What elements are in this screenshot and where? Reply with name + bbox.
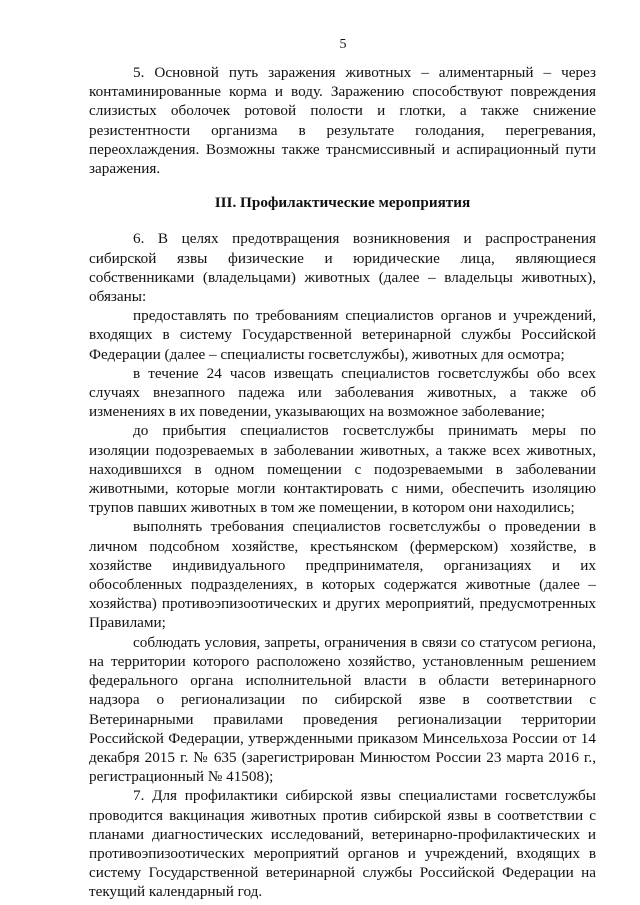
document-body [89,63,596,902]
duty-item: соблюдать условия, запреты, ограничения в связи со статусом региона, на территории которого расположено хозяйство, установленным решением федерального органа исполнительной власти в области ветеринарного надзора о регионализации по сибирской язве в соответствии с Ветеринарными правилами проведения регионализации территории Российской Федерации, утвержденными приказом Минсельхоза России от 14 декабря 2015 г. № 635 (зарегистрирован Минюстом России 23 марта 2016 г., регистрационный № 41508); [89,633,596,786]
duty-item: предоставлять по требованиям специалистов органов и учреждений, входящих в систему Государственной ветеринарной службы Российской Федерации (далее – специалисты госветслужбы), животных для осмотра; [89,307,596,363]
page-number: 5 [339,37,347,52]
paragraph-5: 5. Основной путь заражения животных – алиментарный – через контаминированные корма и воду. Заражению способствуют повреждения слизистых оболочек ротовой полости и глотки, а также снижение резистентности организма в результате голодания, перегревания, переохлаждения. Возможны также трансмиссивный и аспирационный пути заражения. [89,64,596,178]
duty-item: в течение 24 часов извещать специалистов госветслужбы обо всех случаях внезапного падежа или заболевания животных, а также об изменениях в их поведении, указывающих на возможное заболевание; [89,364,596,421]
paragraph-6-intro: 6. В целях предотвращения возникновения и распространения сибирской язвы физические и юридические лица, являющиеся собственниками (владельцами) животных (далее – владельцы животных), обязаны: [89,230,596,306]
section-heading: III. Профилактические мероприятия [214,194,471,212]
duty-item: выполнять требования специалистов госветслужбы о проведении в личном подсобном хозяйстве, крестьянском (фермерском) хозяйстве, в хозяйстве индивидуального предпринимателя, организациях и их обособленных подразделениях, в которых содержатся животные (далее – хозяйства) противоэпизоотических и других мероприятий, предусмотренных Правилами; [89,518,596,632]
duty-item: до прибытия специалистов госветслужбы принимать меры по изоляции подозреваемых в заболевании животных, а также всех животных, находившихся в одном помещении с подозреваемыми в заболевании животными, которые могли контактировать с ними, обеспечить изоляцию трупов павших животных в том же помещении, в котором они находились; [89,422,596,517]
paragraph-7: 7. Для профилактики сибирской язвы специалистами госветслужбы проводится вакцинация животных против сибирской язвы в соответствии с планами диагностических исследований, ветеринарно-профилактических и противоэпизоотических мероприятий органов и учреждений, входящих в систему Государственной ветеринарной службы Российской Федерации на текущий календарный год. [89,787,596,901]
